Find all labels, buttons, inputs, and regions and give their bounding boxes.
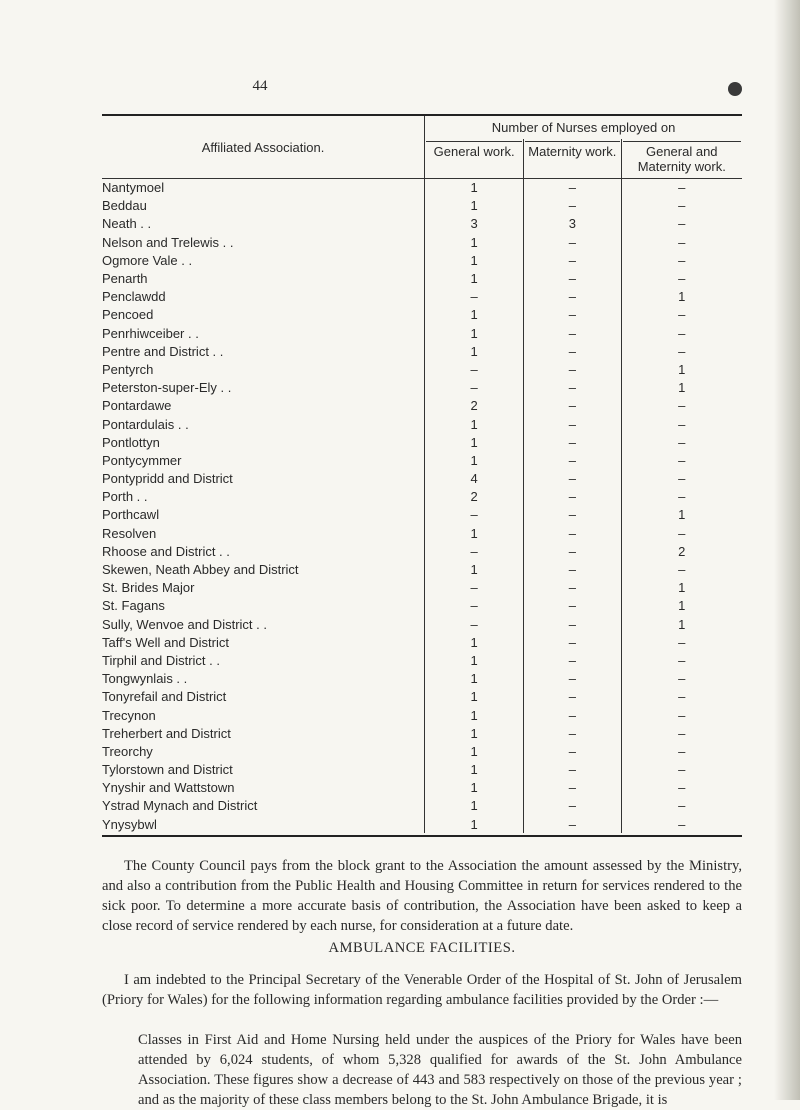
association-name-cell: Pontardawe	[102, 398, 172, 414]
association-name-cell: Penclawdd	[102, 289, 166, 305]
both-count-cell: –	[678, 234, 686, 250]
column-header-maternity	[524, 139, 621, 178]
association-name-cell: Ynysybwl	[102, 816, 157, 832]
association-name-cell: Penarth	[102, 271, 148, 287]
table-body	[102, 179, 742, 834]
maternity-count-cell: –	[524, 488, 621, 506]
association-name-cell: Taff's Well and District	[102, 634, 229, 650]
both-count-cell: –	[678, 780, 686, 796]
maternity-count-cell: –	[524, 542, 621, 560]
maternity-count-cell: –	[524, 579, 621, 597]
general-count-cell: 1	[425, 269, 524, 287]
general-count-cell: 1	[425, 761, 524, 779]
maternity-count-cell: –	[524, 797, 621, 815]
general-count-cell: 3	[425, 215, 524, 233]
column-header-association: Affiliated Association.	[201, 139, 325, 155]
table-row	[102, 688, 742, 706]
association-name-cell: Pontypridd and District	[102, 471, 233, 487]
association-name-cell: Ogmore Vale . .	[102, 252, 193, 268]
table-row	[102, 597, 742, 615]
table-row	[102, 197, 742, 215]
both-count-cell: –	[678, 707, 686, 723]
table-row	[102, 560, 742, 578]
table-row	[102, 324, 742, 342]
maternity-count-cell: –	[524, 761, 621, 779]
maternity-count-cell: –	[524, 651, 621, 669]
association-name-cell: Resolven	[102, 525, 157, 541]
association-name-cell: Pencoed	[102, 307, 154, 323]
association-name-cell: St. Brides Major	[102, 580, 195, 596]
column-header-general-text: General work.	[426, 141, 522, 159]
both-count-cell: –	[678, 343, 686, 359]
table-row	[102, 506, 742, 524]
maternity-count-cell: –	[524, 815, 621, 833]
maternity-count-cell: –	[524, 433, 621, 451]
maternity-count-cell: –	[524, 451, 621, 469]
general-count-cell: 1	[425, 670, 524, 688]
maternity-count-cell: –	[524, 288, 621, 306]
general-count-cell: 1	[425, 688, 524, 706]
column-header-both-text: General and Maternity work.	[623, 141, 741, 174]
general-count-cell: 1	[425, 306, 524, 324]
maternity-count-cell: –	[524, 470, 621, 488]
association-name-cell: Treorchy	[102, 743, 153, 759]
maternity-count-cell: –	[524, 506, 621, 524]
both-count-cell: –	[678, 652, 686, 668]
general-count-cell: 1	[425, 742, 524, 760]
paragraph-classes: Classes in First Aid and Home Nursing held under the auspices of the Priory for Wales have been attended by 6,024 students, of whom 5,328 qualified for awards of the St. John Ambulance Association. These figures show a decrease of 443 and 583 respectively on those of the previous year ; and as the majority of these class members belong to the St. John Ambulance Brigade, it is	[138, 1032, 742, 1108]
table-row	[102, 488, 742, 506]
association-name-cell: Tonyrefail and District	[102, 689, 227, 705]
both-count-cell: –	[678, 307, 686, 323]
table-row	[102, 215, 742, 233]
association-name-cell: Tirphil and District . .	[102, 652, 220, 668]
association-name-cell: Sully, Wenvoe and District . .	[102, 616, 267, 632]
both-count-cell: –	[678, 434, 686, 450]
both-count-cell: –	[678, 816, 686, 832]
association-name-cell: Porth . .	[102, 489, 148, 505]
both-count-cell: –	[678, 198, 686, 214]
table-row	[102, 342, 742, 360]
both-count-cell: 1	[678, 598, 686, 614]
general-count-cell: 1	[425, 342, 524, 360]
general-count-cell: 1	[425, 251, 524, 269]
general-count-cell: 1	[425, 524, 524, 542]
table-row	[102, 433, 742, 451]
table-row	[102, 269, 742, 287]
table-row	[102, 251, 742, 269]
paragraph-indebted: I am indebted to the Principal Secretary of the Venerable Order of the Hospital of St. John of Jerusalem (Priory for Wales) for the following information regarding ambulance facilities provided by the Order :—	[102, 972, 742, 1008]
general-count-cell: 1	[425, 324, 524, 342]
association-name-cell: Pontycymmer	[102, 452, 182, 468]
page-edge-shadow	[774, 0, 800, 1100]
general-count-cell: 1	[425, 815, 524, 833]
both-count-cell: 1	[678, 580, 686, 596]
table-row	[102, 779, 742, 797]
paragraph-contribution: The County Council pays from the block grant to the Association the amount assessed by the Ministry, and also a contribution from the Public Health and Housing Committee in return for services rendered to the sick poor. To determine a more accurate basis of contribution, the Association have been asked to keep a close record of service rendered by each nurse, for consideration at a future date.	[102, 858, 742, 934]
both-count-cell: 1	[678, 361, 686, 377]
both-count-cell: –	[678, 671, 686, 687]
association-name-cell: Tongwynlais . .	[102, 671, 188, 687]
maternity-count-cell: –	[524, 379, 621, 397]
association-name-cell: Ynyshir and Wattstown	[102, 780, 235, 796]
maternity-count-cell: –	[524, 742, 621, 760]
table-row	[102, 542, 742, 560]
table-row	[102, 288, 742, 306]
table-row	[102, 651, 742, 669]
association-name-cell: Treherbert and District	[102, 725, 231, 741]
maternity-count-cell: –	[524, 670, 621, 688]
association-name-cell: Ystrad Mynach and District	[102, 798, 258, 814]
association-name-cell: Nelson and Trelewis . .	[102, 234, 234, 250]
both-count-cell: –	[678, 762, 686, 778]
both-count-cell: –	[678, 689, 686, 705]
both-count-cell: –	[678, 271, 686, 287]
table-row	[102, 397, 742, 415]
column-group-header: Number of Nurses employed on	[425, 115, 742, 139]
maternity-count-cell: –	[524, 179, 621, 197]
both-count-cell: –	[678, 252, 686, 268]
general-count-cell: 2	[425, 397, 524, 415]
general-count-cell: 1	[425, 779, 524, 797]
nurses-table	[102, 114, 742, 837]
association-name-cell: Penrhiwceiber . .	[102, 325, 199, 341]
both-count-cell: –	[678, 798, 686, 814]
table-row	[102, 724, 742, 742]
association-name-cell: Peterston-super-Ely . .	[102, 380, 232, 396]
both-count-cell: –	[678, 525, 686, 541]
both-count-cell: 1	[678, 380, 686, 396]
maternity-count-cell: 3	[524, 215, 621, 233]
table-row	[102, 524, 742, 542]
maternity-count-cell: –	[524, 524, 621, 542]
both-count-cell: –	[678, 398, 686, 414]
both-count-cell: 1	[678, 507, 686, 523]
both-count-cell: 1	[678, 289, 686, 305]
association-name-cell: St. Fagans	[102, 598, 165, 614]
table-row	[102, 451, 742, 469]
association-name-cell: Skewen, Neath Abbey and District	[102, 562, 299, 578]
both-count-cell: –	[678, 216, 686, 232]
general-count-cell: 1	[425, 415, 524, 433]
table-row	[102, 415, 742, 433]
association-name-cell: Rhoose and District . .	[102, 543, 230, 559]
general-count-cell: –	[425, 542, 524, 560]
binding-hole-mark	[728, 82, 742, 96]
both-count-cell: –	[678, 634, 686, 650]
general-count-cell: –	[425, 579, 524, 597]
both-count-cell: –	[678, 562, 686, 578]
table-row	[102, 470, 742, 488]
both-count-cell: –	[678, 471, 686, 487]
table-row	[102, 233, 742, 251]
general-count-cell: –	[425, 615, 524, 633]
both-count-cell: –	[678, 743, 686, 759]
general-count-cell: –	[425, 506, 524, 524]
general-count-cell: 4	[425, 470, 524, 488]
maternity-count-cell: –	[524, 415, 621, 433]
maternity-count-cell: –	[524, 324, 621, 342]
association-name-cell: Trecynon	[102, 707, 156, 723]
table-row	[102, 706, 742, 724]
maternity-count-cell: –	[524, 342, 621, 360]
general-count-cell: 1	[425, 179, 524, 197]
maternity-count-cell: –	[524, 269, 621, 287]
association-name-cell: Pentyrch	[102, 361, 154, 377]
table-row	[102, 379, 742, 397]
maternity-count-cell: –	[524, 633, 621, 651]
table-row	[102, 615, 742, 633]
both-count-cell: –	[678, 180, 686, 196]
association-name-cell: Nantymoel	[102, 180, 165, 196]
maternity-count-cell: –	[524, 360, 621, 378]
general-count-cell: 1	[425, 633, 524, 651]
maternity-count-cell: –	[524, 251, 621, 269]
general-count-cell: –	[425, 360, 524, 378]
maternity-count-cell: –	[524, 233, 621, 251]
both-count-cell: –	[678, 452, 686, 468]
association-name-cell: Neath . .	[102, 216, 152, 232]
association-name-cell: Porthcawl	[102, 507, 160, 523]
both-count-cell: 2	[678, 543, 686, 559]
table-row	[102, 633, 742, 651]
general-count-cell: 1	[425, 724, 524, 742]
general-count-cell: –	[425, 597, 524, 615]
table-row	[102, 761, 742, 779]
table-row	[102, 815, 742, 833]
maternity-count-cell: –	[524, 560, 621, 578]
general-count-cell: 1	[425, 797, 524, 815]
table-row	[102, 179, 742, 197]
association-name-cell: Tylorstown and District	[102, 762, 233, 778]
maternity-count-cell: –	[524, 615, 621, 633]
section-heading-ambulance: AMBULANCE FACILITIES.	[328, 940, 516, 956]
maternity-count-cell: –	[524, 197, 621, 215]
both-count-cell: –	[678, 416, 686, 432]
table-row	[102, 670, 742, 688]
general-count-cell: –	[425, 379, 524, 397]
both-count-cell: 1	[678, 616, 686, 632]
page-number: 44	[252, 78, 268, 94]
maternity-count-cell: –	[524, 724, 621, 742]
maternity-count-cell: –	[524, 706, 621, 724]
column-header-maternity-text: Maternity work.	[525, 141, 619, 159]
table-row	[102, 579, 742, 597]
general-count-cell: 1	[425, 706, 524, 724]
both-count-cell: –	[678, 725, 686, 741]
general-count-cell: 1	[425, 560, 524, 578]
general-count-cell: –	[425, 288, 524, 306]
table-row	[102, 797, 742, 815]
maternity-count-cell: –	[524, 306, 621, 324]
association-name-cell: Beddau	[102, 198, 147, 214]
general-count-cell: 1	[425, 233, 524, 251]
column-header-general	[425, 139, 524, 178]
general-count-cell: 1	[425, 197, 524, 215]
association-name-cell: Pentre and District . .	[102, 343, 224, 359]
maternity-count-cell: –	[524, 779, 621, 797]
maternity-count-cell: –	[524, 397, 621, 415]
table-row	[102, 306, 742, 324]
table-row	[102, 360, 742, 378]
association-name-cell: Pontlottyn	[102, 434, 160, 450]
both-count-cell: –	[678, 325, 686, 341]
association-name-cell: Pontardulais . .	[102, 416, 189, 432]
column-header-both	[621, 139, 742, 178]
general-count-cell: 2	[425, 488, 524, 506]
maternity-count-cell: –	[524, 597, 621, 615]
table-row	[102, 742, 742, 760]
maternity-count-cell: –	[524, 688, 621, 706]
both-count-cell: –	[678, 489, 686, 505]
general-count-cell: 1	[425, 651, 524, 669]
general-count-cell: 1	[425, 433, 524, 451]
general-count-cell: 1	[425, 451, 524, 469]
